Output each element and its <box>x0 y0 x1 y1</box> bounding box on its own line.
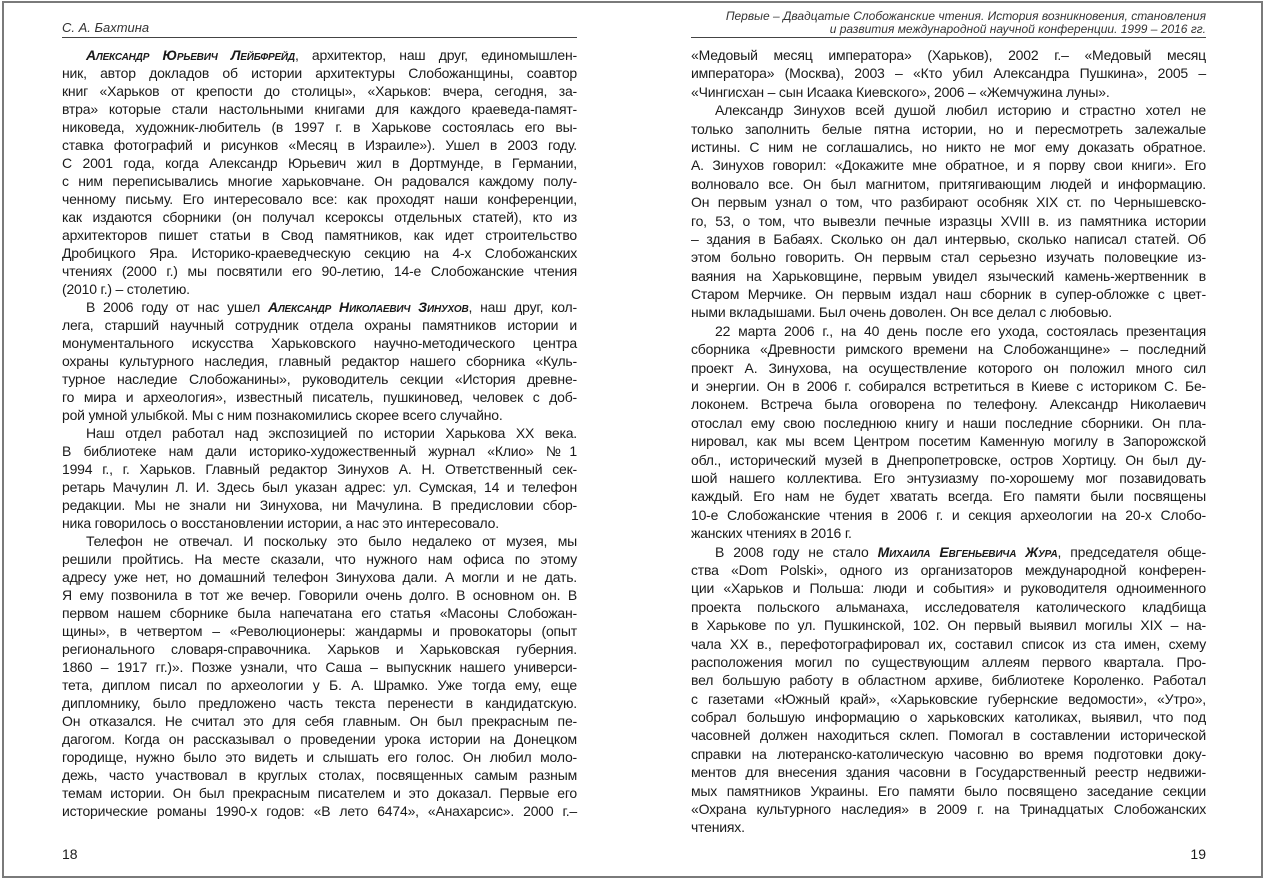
text-line: дагогом. Когда он рассказывал о проведении урока истории на Донецком <box>62 731 577 747</box>
text-line: А. Зинухов говорил: «Докажите мне обратное, и я порву свои книги». Его <box>691 157 1206 174</box>
text-line: «Чингисхан – сын Исаака Киевского», 2006 – «Жемчужина луны». <box>691 83 1110 100</box>
text-line: жанских чтениях в 2016 г. <box>691 525 852 542</box>
text-line: ник, автор докладов об истории архитектуры Слобожанщины, соавтор <box>62 65 577 81</box>
paragraph <box>62 298 577 424</box>
text-line <box>691 543 1206 561</box>
text-line: 22 марта 2006 г., на 40 день после его ухода, состоялась презентация <box>715 322 1206 339</box>
text-line: Он отказался. Не считал это для себя главным. Он был прекрасным пе- <box>62 713 577 729</box>
text-line: го, 53, о том, что вывезли печные изразцы XVIII в. из памятника истории <box>691 212 1206 229</box>
text-line <box>62 298 577 316</box>
text-line: сборника «Древности римского времени на Слобожанщине» – последний <box>691 341 1206 358</box>
text-line: с ним переписывались многие харьковчане. Он радовался каждому полу- <box>62 173 577 189</box>
text-line: проекта польского альманаха, исследователя католического кладбища <box>691 598 1206 615</box>
text-line: исторические романы 1990-х годов: «В лето 6474», «Анахарсис». 2000 г.– <box>62 803 577 819</box>
text-line: «Охрана культурного наследия» в 2009 г. на Тринадцатых Слобожанских <box>691 801 1206 818</box>
person-name: Александр Николаевич Зинухов <box>267 299 469 315</box>
body-text <box>62 46 577 820</box>
running-head-line: и развития международной научной конференции. 1999 – 2016 гг. <box>829 21 1206 36</box>
running-head-title <box>691 10 1206 35</box>
text-line: обл., исторический музей в Днепропетровске, остров Хортицу. Он был ду- <box>691 451 1206 468</box>
text-line: чтениях (2000 г.) мы посвятили его 90-летию, 14-е Слобожанские чтения <box>62 263 577 279</box>
text-segment: , наш друг, кол- <box>468 299 577 315</box>
text-line: тета, диплом писал по археологии у Б. А. Шрамко. Уже тогда ему, еще <box>62 677 577 693</box>
page-number: 19 <box>1190 846 1206 862</box>
running-head-line: Первые – Двадцатые Слобожанские чтения. История возникновения, становления <box>725 9 1206 23</box>
text-line: книг «Харьков от крепости до столицы», «Харьков: вчера, сегодня, за- <box>62 83 577 99</box>
text-line: отослал ему свою последнюю книгу и наши последние сборники. Он пла- <box>691 414 1206 431</box>
text-line: собрал большую информацию о харьковских католиках, выявил, что под <box>691 709 1206 726</box>
text-line: шой нашего коллектива. Его энтузиазму по-хорошему мог позавидовать <box>691 469 1206 486</box>
page-number: 18 <box>62 846 78 862</box>
text-line: Он первым узнал о том, что разбирают особняк XIX ст. по Чернышевско- <box>691 194 1206 211</box>
text-line: только заполнить белые пятна истории, но и пересмотреть залежалые <box>691 120 1206 137</box>
text-line: ваяния на Харьковщине, первым увидел языческий камень-жертвенник в <box>691 267 1206 284</box>
body-text <box>691 46 1206 837</box>
text-line: Я ему позвонила в тот же вечер. Говорили очень долго. В основном он. В <box>62 587 577 603</box>
paragraph <box>691 543 1206 837</box>
paragraph <box>691 322 1206 543</box>
text-line: редакции. Мы не знали ни Зинухова, ни Мачулина. В предисловии сбор- <box>62 497 577 513</box>
text-line: первом нашем сборнике была напечатана его статья «Масоны Слобожан- <box>62 605 577 621</box>
text-line: чтениях. <box>691 819 745 836</box>
text-line: втра» которые стали настольными книгами для каждого краеведа-памят- <box>62 101 577 117</box>
text-line: монументального искусства Харьковского научно-методического центра <box>62 335 577 351</box>
text-line: Наш отдел работал над экспозицией по истории Харькова XX века. <box>86 425 577 441</box>
text-line: этом больно говорить. Он первым стал серьезно изучать половецкие из- <box>691 249 1206 266</box>
text-line: императора» (Москва), 2003 – «Кто убил Александра Пушкина», 2005 – <box>691 65 1206 82</box>
paragraph <box>691 101 1206 322</box>
text-line: ника говорилось о восстановлении истории, а нас это интересовало. <box>62 515 499 531</box>
paragraph <box>62 46 577 298</box>
text-line: рой умной улыбкой. Мы с ним познакомились скорее всего случайно. <box>62 407 503 423</box>
text-line: ментов для внесения здания часовни в Государственный реестр недвижи- <box>691 764 1206 781</box>
text-line: адресу уже нет, но домашний телефон Зинухова дали. А могли и не дать. <box>62 569 577 585</box>
person-name: Александр Юрьевич Лейбфрейд <box>86 47 295 63</box>
text-line: истины. С ним не соглашались, но никто не мог ему доказать обратное. <box>691 138 1206 155</box>
text-line: архитекторов пишет статьи в Свод памятников, как идет строительство <box>62 227 577 243</box>
text-line: с газетами «Южный край», «Харьковские губернские ведомости», «Утро», <box>691 690 1206 707</box>
paragraph <box>62 424 577 532</box>
text-line: локонем. Встреча была оговорена по телефону. Александр Николаевич <box>691 396 1206 413</box>
text-line: дежь, часто участвовал в круглых столах, посвященных самым разным <box>62 767 577 783</box>
text-line: городище, нужно было это видеть и слышать его голос. Он любил моло- <box>62 749 577 765</box>
text-segment: В 2006 году от нас ушел <box>86 299 268 315</box>
text-line: Старом Мерчике. Он первым издал наш сборник в супер-обложке с цвет- <box>691 286 1206 303</box>
text-line: чала XX в., перефотографировал их, составил список из ста имен, схему <box>691 635 1206 652</box>
paragraph <box>62 532 577 820</box>
text-line: В библиотеке нам дали историко-художественный журнал «Клио» №1 <box>62 443 577 459</box>
text-line: 1994 г., г. Харьков. Главный редактор Зинухов А. Н. Ответственный сек- <box>62 461 577 477</box>
text-line: щины», в четвертом – «Революционеры: жандармы и провокаторы (опыт <box>62 623 577 639</box>
text-segment: В 2008 году не стало <box>715 543 878 560</box>
text-line: волновало все. Он был магнитом, притягивающим людей и информацию. <box>691 175 1206 192</box>
text-line: ции «Харьков и Польша: люди и события» и руководителя одноименного <box>691 580 1206 597</box>
text-line: темам истории. Он был прекрасным писателем и это доказал. Первые его <box>62 785 577 801</box>
text-line: Александр Зинухов всей душой любил историю и страстно хотел не <box>715 102 1206 119</box>
text-line: охраны культурного наследия, главный редактор нашего сборника «Куль- <box>62 353 577 369</box>
text-line: решили пройтись. На месте сказали, что нужного нам офиса по этому <box>62 551 577 567</box>
text-line: ретарь Мачулин Л. И. Здесь был указан адрес: ул. Сумская, 14 и телефон <box>62 479 577 495</box>
text-line: каждый. Его нам не будет хватать всегда. Его памяти были посвящены <box>691 488 1206 505</box>
running-head-author: С. А. Бахтина <box>62 20 150 35</box>
header-rule <box>62 37 577 38</box>
text-line: часовней должен находиться склеп. Помогал в составлении исторической <box>691 727 1206 744</box>
text-line: 1860 – 1917 гг.)». Позже узнали, что Саша – выпускник нашего универси- <box>62 659 577 675</box>
text-line: проект А. Зинухова, на осуществление которого он положил много сил <box>691 359 1206 376</box>
text-line: С 2001 года, когда Александр Юрьевич жил в Дортмунде, в Германии, <box>62 155 577 171</box>
text-line: (2010 г.) – столетию. <box>62 281 190 297</box>
text-line: дипломнику, было предложено часть текста перенести в кандидатскую. <box>62 695 577 711</box>
text-line: расположения могил по существующим аллеям первого квартала. Про- <box>691 653 1206 670</box>
text-line: мых памятников Украины. Его памяти было посвящено заседание секции <box>691 782 1206 799</box>
text-line: и энергии. Он в 2006 г. собирался встретиться в Киеве с историком С. Бе- <box>691 378 1206 395</box>
text-line: – здания в Бабаях. Сколько он дал интервью, сколько написал статей. Об <box>691 230 1206 247</box>
paragraph <box>691 46 1206 101</box>
text-line: ными вкладышами. Был очень доволен. Он все делал с любовью. <box>691 304 1112 321</box>
text-segment: , председателя обще- <box>1057 543 1206 560</box>
text-line: турное наследие Слобожанины», руководитель секции «История древне- <box>62 371 577 387</box>
text-line: нировал, как мы всем Центром посетим Каменную могилу в Запорожской <box>691 433 1206 450</box>
text-line: лега, старший научный сотрудник отдела охраны памятников истории и <box>62 317 577 333</box>
text-line: справки на лютеранско-католическую часовню во время подготовки доку- <box>691 745 1206 762</box>
text-segment: , архитектор, наш друг, единомышлен- <box>294 47 577 63</box>
text-line: Телефон не отвечал. И поскольку это было недалеко от музея, мы <box>86 533 577 549</box>
text-line: никоведа, художник-любитель (в 1997 г. в Харькове состоялась его вы- <box>62 119 577 135</box>
text-line: ства «Dom Polski», одного из организаторов международной конферен- <box>691 561 1206 578</box>
text-line: «Медовый месяц императора» (Харьков), 2002 г.– «Медовый месяц <box>691 47 1206 63</box>
text-line: ченному письму. Его интересовало все: как проходят наши конференции, <box>62 191 577 207</box>
text-line: в Харькове по ул. Пушкинской, 102. Он первый выявил могилы XIX – на- <box>691 617 1206 634</box>
text-line: го мира и археология», известный писатель, пушкиновед, человек с доб- <box>62 389 577 405</box>
person-name: Михаила Евгеньевича Жура <box>877 543 1058 560</box>
header-rule <box>691 37 1206 38</box>
text-line <box>62 46 577 64</box>
text-line: как издаются сборники (он получал ксероксы отдельных статей), кто из <box>62 209 577 225</box>
text-line: ставка фотографий и рисунков «Месяц в Израиле»). Ушел в 2003 году. <box>62 137 577 153</box>
text-line: вел большую работу в областном архиве, библиотеке Короленко. Работал <box>691 672 1206 689</box>
text-line: 10-е Слобожанские чтения в 2006 г. и секция археологии на 20-х Слобо- <box>691 506 1206 523</box>
text-line: регионального словаря-справочника. Харьков и Харьковская губерния. <box>62 641 577 657</box>
text-line: Дробицкого Яра. Историко-краеведческую секцию на 4-х Слобожанских <box>62 245 577 261</box>
